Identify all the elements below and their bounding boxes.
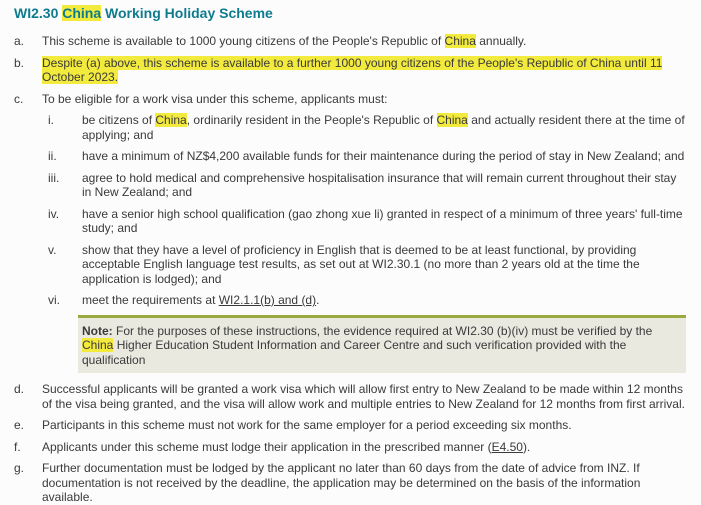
page-title [14, 5, 688, 21]
item-f-text [42, 440, 688, 455]
item-b-label: b. [14, 55, 25, 70]
text-segment: ). [522, 439, 531, 454]
list-item-c [14, 92, 688, 107]
item-cvi-label: vi. [48, 293, 60, 307]
text-segment: Higher Education Student Information and Career Centre and such verification provided with the qualification [82, 338, 627, 367]
list-item-g [14, 461, 688, 505]
list-item-d [14, 382, 688, 411]
item-ciii-text: agree to hold medical and comprehensive hospitalisation insurance that will remain current throughout their stay in New Zealand; and [82, 170, 677, 199]
item-c-label: c. [14, 91, 24, 106]
title-text-pre: WI2.30 [14, 5, 63, 21]
list-item-c-iv [48, 207, 688, 236]
item-cv-text: show that they have a level of proficiency in English that is deemed to be at least functional, by providing acceptable English language test results, as set out at WI2.30.1 (no more than 2 years old at the time the application is lodged); and [82, 242, 640, 286]
item-g-label: g. [14, 461, 25, 475]
note-box [78, 315, 686, 374]
item-cvi-text [82, 293, 688, 308]
highlight-china: China [82, 338, 114, 352]
text-segment: . [316, 293, 320, 307]
item-g-text: Further documentation must be lodged by the applicant no later than 60 days from the date of advice from INZ. If documentation is not received by the deadline, the application may be determined on the basis of the information available. [42, 461, 641, 504]
highlight-china: China [155, 113, 187, 127]
item-e-text: Participants in this scheme must not work for the same employer for a period exceeding six months. [42, 418, 572, 432]
text-segment: and actually resident there at the time of applying; and [82, 113, 685, 142]
link-e4-50[interactable]: E4.50 [491, 439, 523, 454]
list-item-e [14, 418, 688, 433]
list-item-b [14, 56, 688, 85]
title-text-post: Working Holiday Scheme [101, 5, 273, 21]
item-a-text [42, 34, 688, 49]
highlighted-paragraph: Despite (a) above, this scheme is available to a further 1000 young citizens of the People's Republic of China until 11 October 2023. [42, 55, 663, 84]
list-item-c-vi [48, 293, 688, 308]
item-c-text: To be eligible for a work visa under this scheme, applicants must: [42, 91, 388, 106]
item-e-label: e. [14, 418, 25, 432]
highlight-china: China [444, 34, 476, 48]
item-d-label: d. [14, 382, 25, 396]
list-item-c-ii [48, 149, 688, 164]
item-f-label: f. [14, 439, 21, 454]
list-item-c-v [48, 243, 688, 287]
text-segment: This scheme is available to 1000 young citizens of the People's Republic of [42, 34, 445, 48]
item-cii-text: have a minimum of NZ$4,200 available funds for their maintenance during the period of stay in New Zealand; and [82, 149, 685, 163]
item-civ-text: have a senior high school qualification (gao zhong xue li) granted in respect of a minimum of three years' full-time study; and [82, 206, 683, 235]
item-ci-label: i. [48, 113, 54, 127]
highlight-china: China [436, 113, 468, 127]
item-ciii-label: iii. [48, 170, 60, 185]
list-item-a [14, 34, 688, 49]
text-segment: For the purposes of these instructions, the evidence required at WI2.30 (b)(iv) must be verified by the [112, 323, 653, 338]
text-segment: annually. [475, 34, 527, 48]
list-item-c-iii [48, 171, 688, 200]
list-item-f [14, 440, 688, 455]
item-cv-label: v. [48, 242, 57, 257]
text-segment: , ordinarily resident in the People's Republic of [186, 113, 437, 127]
link-wi2-1-1-b-and-d[interactable]: WI2.1.1(b) and (d) [218, 293, 317, 307]
text-segment: meet the requirements at [82, 293, 219, 307]
item-b-text [42, 56, 688, 85]
item-d-text: Successful applicants will be granted a work visa which will allow first entry to New Zealand to be made within 12 months of the visa being granted, and the visa will allow work and multiple entries to New Zealand for 12 months from first arrival. [42, 382, 685, 411]
text-segment: be citizens of [82, 113, 156, 127]
item-civ-label: iv. [48, 206, 60, 221]
note-label: Note: [82, 323, 113, 338]
item-a-label: a. [14, 34, 25, 48]
list-item-c-i [48, 113, 688, 142]
text-segment: Applicants under this scheme must lodge their application in the prescribed manner ( [42, 439, 492, 454]
item-ci-text [82, 113, 688, 142]
item-cii-label: ii. [48, 149, 57, 163]
title-highlight-china: China [62, 5, 102, 21]
